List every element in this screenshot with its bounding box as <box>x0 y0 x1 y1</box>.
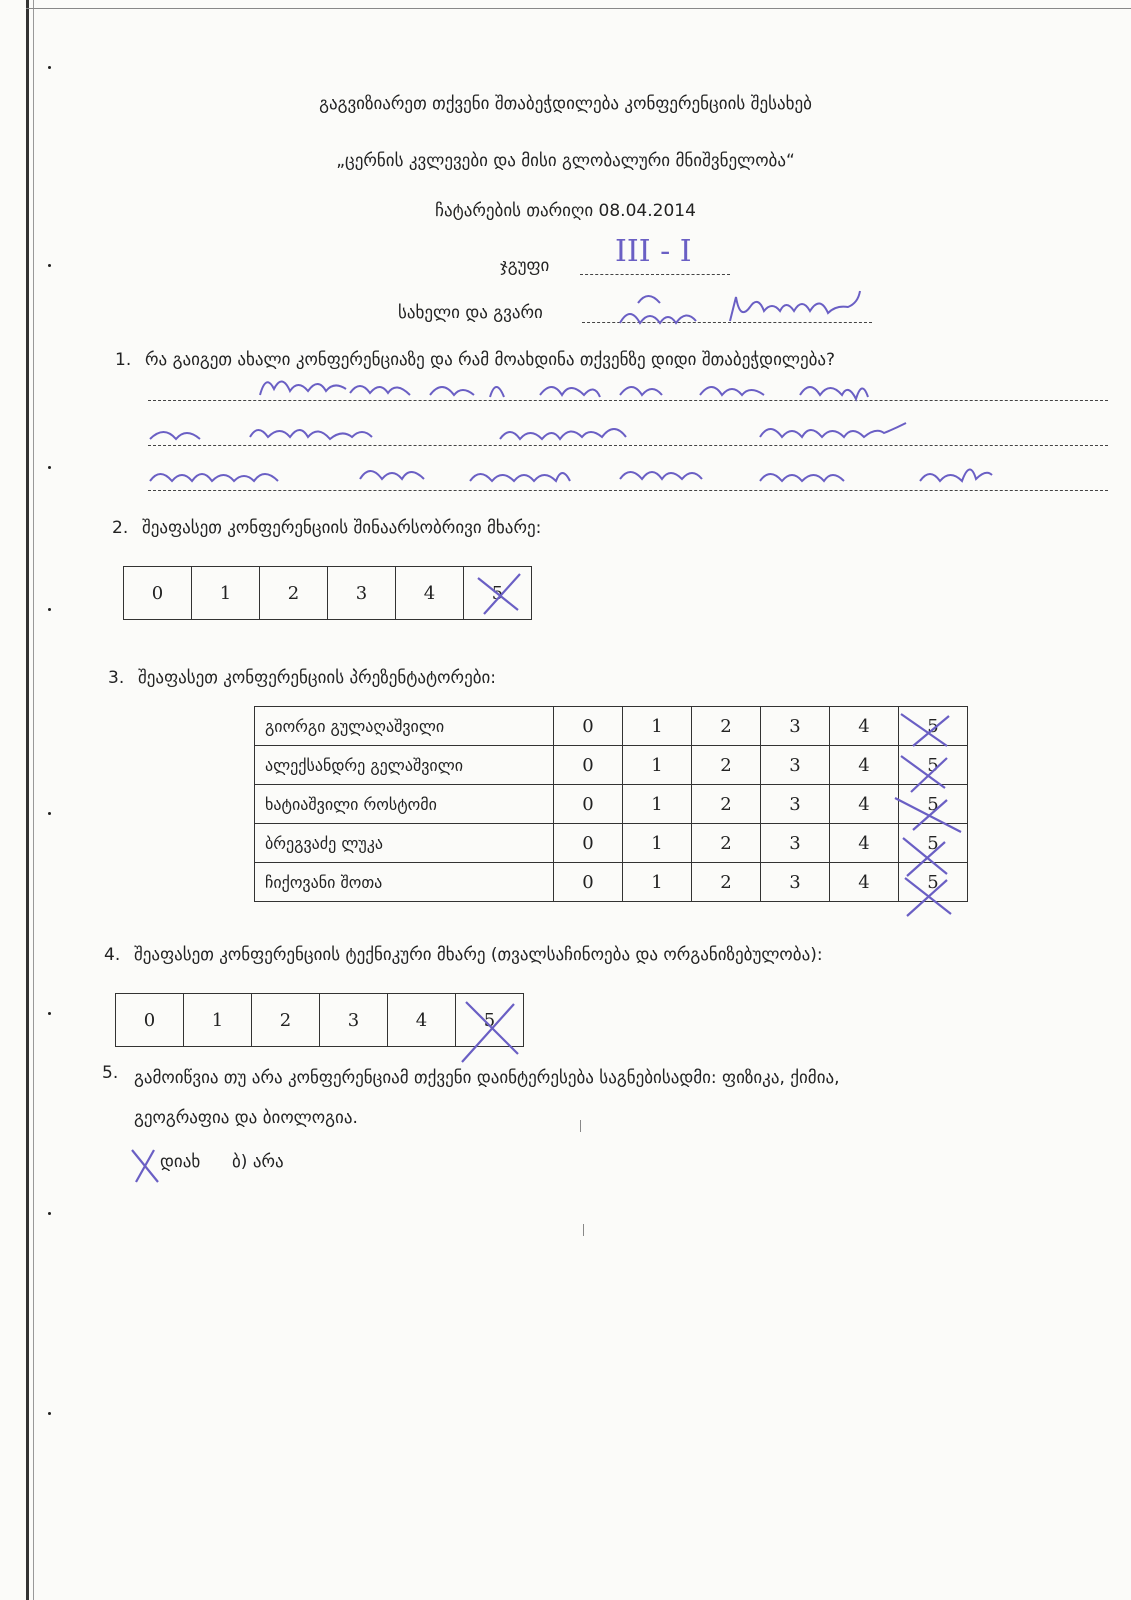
presenter-rating-2[interactable]: 2 <box>692 863 761 902</box>
q2-text: შეაფასეთ კონფერენციის შინაარსობრივი მხარე: <box>142 518 542 538</box>
margin-dot <box>48 1012 51 1015</box>
q2-rating-1[interactable]: 1 <box>192 567 260 620</box>
margin-dot <box>48 812 51 815</box>
margin-dot <box>48 608 51 611</box>
q4-rating-table <box>115 993 524 1047</box>
q5-number: 5. <box>102 1063 119 1083</box>
scan-edge-line <box>26 0 29 1600</box>
q2-rating-row <box>124 567 532 620</box>
q5-text-line2: გეოგრაფია და ბიოლოგია. <box>134 1108 358 1128</box>
presenter-rating-4[interactable]: 4 <box>830 824 899 863</box>
presenter-rating-5[interactable]: 5 <box>899 824 968 863</box>
presenter-rating-1[interactable]: 1 <box>623 785 692 824</box>
presenter-rating-3[interactable]: 3 <box>761 824 830 863</box>
q1-answer-line-1[interactable] <box>148 400 1108 401</box>
margin-dot <box>48 264 51 267</box>
presenter-rating-0[interactable]: 0 <box>554 707 623 746</box>
scan-edge-line-inner <box>33 0 34 1600</box>
presenter-rating-3[interactable]: 3 <box>761 863 830 902</box>
presenter-rating-4[interactable]: 4 <box>830 785 899 824</box>
q1-text: რა გაიგეთ ახალი კონფერენციაზე და რამ მოახდინა თქვენზე დიდი შთაბეჭდილება? <box>145 350 836 370</box>
group-label: ჯგუფი <box>500 256 550 276</box>
q3-number: 3. <box>108 668 125 688</box>
q4-number: 4. <box>104 945 121 965</box>
presenter-rating-1[interactable]: 1 <box>623 863 692 902</box>
conference-date: ჩატარების თარიღი 08.04.2014 <box>435 201 696 221</box>
presenter-rating-4[interactable]: 4 <box>830 863 899 902</box>
q5-text: გამოიწვია თუ არა კონფერენციამ თქვენი დაინტერესება საგნებისადმი: ფიზიკა, ქიმია, <box>134 1068 840 1088</box>
q3-text: შეაფასეთ კონფერენციის პრეზენტატორები: <box>138 668 497 688</box>
presenter-row <box>255 863 968 902</box>
presenter-rating-5[interactable]: 5 <box>899 863 968 902</box>
presenter-rating-3[interactable]: 3 <box>761 746 830 785</box>
q1-number: 1. <box>115 350 132 370</box>
q4-rating-row <box>116 994 524 1047</box>
q4-rating-1[interactable]: 1 <box>184 994 252 1047</box>
margin-dot <box>48 1412 51 1415</box>
group-field[interactable] <box>580 274 730 275</box>
name-label: სახელი და გვარი <box>398 303 543 323</box>
q4-rating-4[interactable]: 4 <box>388 994 456 1047</box>
presenter-rating-2[interactable]: 2 <box>692 707 761 746</box>
q4-rating-2[interactable]: 2 <box>252 994 320 1047</box>
q2-rating-table <box>123 566 532 620</box>
conference-title: „ცერნის კვლევები და მისი გლობალური მნიშვნელობა“ <box>336 151 795 171</box>
group-value: III - I <box>615 234 692 269</box>
presenters-table <box>254 706 968 902</box>
presenter-name: ჩიქოვანი შოთა <box>255 863 554 902</box>
presenter-rating-3[interactable]: 3 <box>761 785 830 824</box>
presenter-rating-0[interactable]: 0 <box>554 863 623 902</box>
presenter-row <box>255 746 968 785</box>
presenter-rating-5[interactable]: 5 <box>899 707 968 746</box>
presenter-rating-0[interactable]: 0 <box>554 785 623 824</box>
presenter-rating-2[interactable]: 2 <box>692 746 761 785</box>
q5-option-no[interactable]: ბ) არა <box>232 1152 284 1172</box>
presenter-rating-5[interactable]: 5 <box>899 746 968 785</box>
presenter-name: ბრეგვაძე ლუკა <box>255 824 554 863</box>
header-title: გაგვიზიარეთ თქვენი შთაბეჭდილება კონფერენციის შესახებ <box>319 94 812 114</box>
presenter-rating-2[interactable]: 2 <box>692 785 761 824</box>
presenter-rating-0[interactable]: 0 <box>554 746 623 785</box>
q1-answer-line-2[interactable] <box>148 445 1108 446</box>
scan-mark <box>580 1120 581 1132</box>
presenter-row <box>255 824 968 863</box>
presenter-rating-4[interactable]: 4 <box>830 707 899 746</box>
presenter-rating-4[interactable]: 4 <box>830 746 899 785</box>
name-field[interactable] <box>582 322 872 323</box>
presenter-row <box>255 707 968 746</box>
q2-number: 2. <box>112 518 129 538</box>
presenter-rating-1[interactable]: 1 <box>623 707 692 746</box>
q2-rating-0[interactable]: 0 <box>124 567 192 620</box>
q4-rating-5[interactable]: 5 <box>456 994 524 1047</box>
scan-mark <box>583 1224 584 1236</box>
presenter-rating-5[interactable]: 5 <box>899 785 968 824</box>
scan-top-line <box>26 8 1131 9</box>
q4-text: შეაფასეთ კონფერენციის ტექნიკური მხარე (თვალსაჩინოება და ორგანიზებულობა): <box>134 945 823 965</box>
presenter-rating-1[interactable]: 1 <box>623 824 692 863</box>
presenter-rating-2[interactable]: 2 <box>692 824 761 863</box>
q5-option-yes[interactable]: დიახ <box>160 1152 201 1172</box>
presenter-rating-1[interactable]: 1 <box>623 746 692 785</box>
margin-dot <box>48 466 51 469</box>
name-handwriting <box>610 285 910 335</box>
presenter-rating-3[interactable]: 3 <box>761 707 830 746</box>
presenter-name: გიორგი გულაღაშვილი <box>255 707 554 746</box>
q2-rating-3[interactable]: 3 <box>328 567 396 620</box>
margin-dot <box>48 66 51 69</box>
q4-rating-0[interactable]: 0 <box>116 994 184 1047</box>
q2-rating-4[interactable]: 4 <box>396 567 464 620</box>
q1-answer-line-3[interactable] <box>148 490 1108 491</box>
presenter-row <box>255 785 968 824</box>
margin-dot <box>48 1212 51 1215</box>
q2-rating-5[interactable]: 5 <box>464 567 532 620</box>
presenter-rating-0[interactable]: 0 <box>554 824 623 863</box>
presenter-name: ალექსანდრე გელაშვილი <box>255 746 554 785</box>
presenter-name: ხატიაშვილი როსტომი <box>255 785 554 824</box>
q2-rating-2[interactable]: 2 <box>260 567 328 620</box>
q1-handwriting <box>140 365 1100 505</box>
q4-rating-3[interactable]: 3 <box>320 994 388 1047</box>
